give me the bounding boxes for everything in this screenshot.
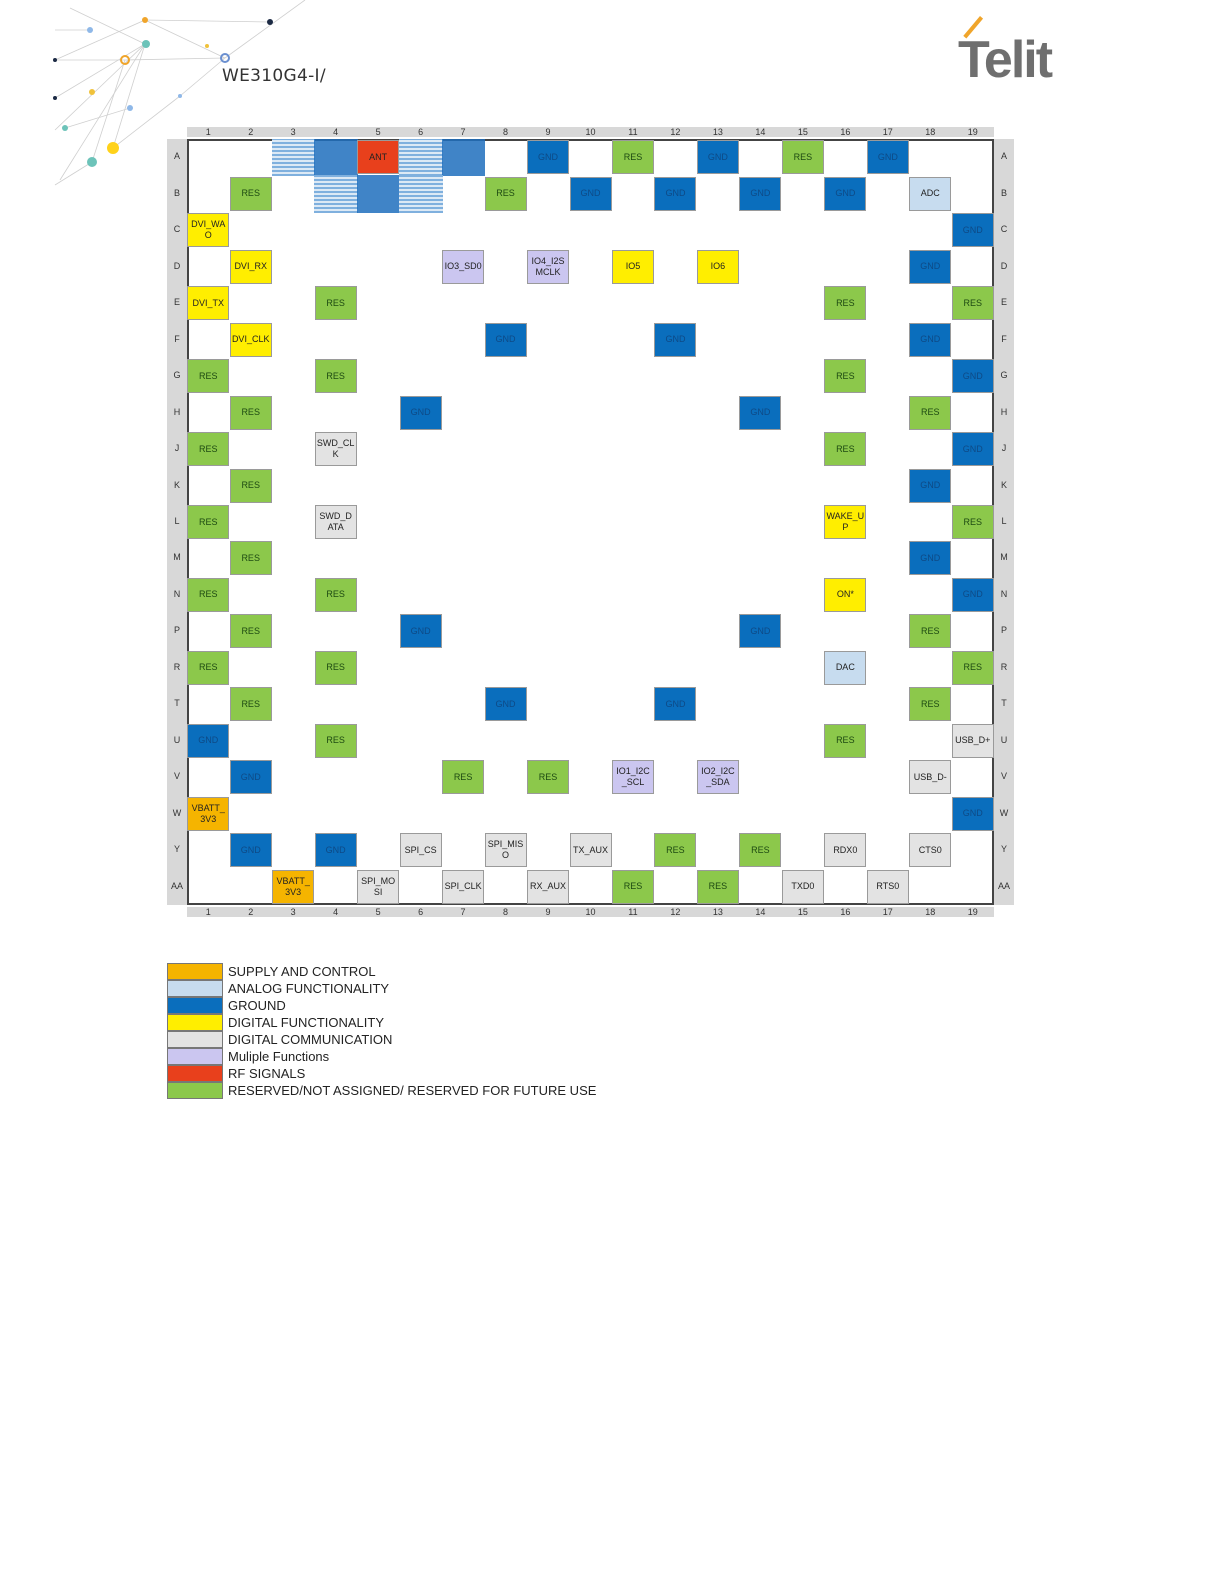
document-title: WE310G4-I/ — [222, 66, 326, 86]
column-number-bottom: 1 — [205, 907, 211, 917]
antenna-keepout-cell — [272, 139, 315, 176]
pin-g4: RES — [315, 359, 357, 393]
row-letter-right: D — [1000, 260, 1008, 271]
pin-aa13: RES — [697, 870, 739, 904]
pin-a11: RES — [612, 140, 654, 174]
column-number-bottom: 11 — [628, 907, 638, 917]
row-letter-right: J — [1001, 443, 1007, 454]
legend-label: GROUND — [228, 998, 286, 1013]
column-number-top: 13 — [712, 127, 723, 137]
row-letter-left: M — [173, 552, 181, 563]
column-number-top: 7 — [460, 127, 466, 137]
pin-n19: GND — [952, 578, 994, 612]
row-letter-left: G — [173, 370, 181, 381]
pin-b8: RES — [485, 177, 527, 211]
telit-logo — [950, 16, 1080, 89]
pin-y16: RDX0 — [824, 833, 866, 867]
legend-item — [167, 1014, 667, 1031]
row-letter-left: H — [173, 406, 181, 417]
antenna-keepout-cell — [399, 139, 442, 176]
pin-e4: RES — [315, 286, 357, 320]
legend-swatch — [167, 1082, 223, 1099]
column-number-top: 4 — [333, 127, 339, 137]
pin-l4: SWD_DATA — [315, 505, 357, 539]
row-letter-right: H — [1000, 406, 1008, 417]
pin-p18: RES — [909, 614, 951, 648]
pin-aa7: SPI_CLK — [442, 870, 484, 904]
legend-swatch — [167, 997, 223, 1014]
pin-aa15: TXD0 — [782, 870, 824, 904]
legend-swatch — [167, 980, 223, 997]
pin-y10: TX_AUX — [570, 833, 612, 867]
pin-t18: RES — [909, 687, 951, 721]
pin-b12: GND — [654, 177, 696, 211]
legend-swatch — [167, 1065, 223, 1082]
column-number-bottom: 13 — [712, 907, 723, 917]
column-number-top: 17 — [882, 127, 893, 137]
pin-n16: ON* — [824, 578, 866, 612]
pin-b2: RES — [230, 177, 272, 211]
row-letter-right: M — [1000, 552, 1008, 563]
legend-swatch — [167, 1031, 223, 1048]
pin-y4: GND — [315, 833, 357, 867]
column-number-bottom: 15 — [797, 907, 808, 917]
legend-label: Muliple Functions — [228, 1049, 330, 1064]
pin-j1: RES — [187, 432, 229, 466]
pin-d7: IO3_SD0 — [442, 250, 484, 284]
pin-y12: RES — [654, 833, 696, 867]
pin-w19: GND — [952, 797, 994, 831]
pin-n1: RES — [187, 578, 229, 612]
row-letter-right: N — [1000, 588, 1008, 599]
pin-y14: RES — [739, 833, 781, 867]
row-letter-left: D — [173, 260, 181, 271]
pin-l1: RES — [187, 505, 229, 539]
row-letter-right: AA — [997, 880, 1010, 891]
row-letter-left: P — [173, 625, 180, 636]
column-number-top: 5 — [375, 127, 381, 137]
pin-c1: DVI_WAO — [187, 213, 229, 247]
pin-b18: ADC — [909, 177, 951, 211]
column-number-bottom: 7 — [460, 907, 466, 917]
legend-label: RESERVED/NOT ASSIGNED/ RESERVED FOR FUTURE USE — [228, 1083, 597, 1098]
pin-v9: RES — [527, 760, 569, 794]
pin-d13: IO6 — [697, 250, 739, 284]
column-number-bottom: 12 — [670, 907, 681, 917]
pin-h14: GND — [739, 396, 781, 430]
pin-y6: SPI_CS — [400, 833, 442, 867]
row-letter-left: L — [174, 516, 180, 526]
column-number-top: 15 — [797, 127, 808, 137]
pin-b16: GND — [824, 177, 866, 211]
pin-t8: GND — [485, 687, 527, 721]
column-number-top: 19 — [967, 127, 978, 137]
pin-n4: RES — [315, 578, 357, 612]
row-letter-right: U — [1000, 734, 1008, 745]
legend-label: SUPPLY AND CONTROL — [228, 964, 376, 979]
legend-item — [167, 980, 667, 997]
legend-label: RF SIGNALS — [228, 1066, 306, 1081]
legend-item — [167, 1065, 667, 1082]
pin-r1: RES — [187, 651, 229, 685]
legend-label: DIGITAL FUNCTIONALITY — [228, 1015, 385, 1030]
pin-c19: GND — [952, 213, 994, 247]
pin-d9: IO4_I2SMCLK — [527, 250, 569, 284]
pin-g16: RES — [824, 359, 866, 393]
pin-r19: RES — [952, 651, 994, 685]
pin-a13: GND — [697, 140, 739, 174]
pin-f2: DVI_CLK — [230, 323, 272, 357]
row-letter-right: L — [1001, 516, 1007, 526]
legend-label: ANALOG FUNCTIONALITY — [228, 981, 390, 996]
pin-t2: RES — [230, 687, 272, 721]
column-number-bottom: 9 — [545, 907, 551, 917]
legend-item — [167, 963, 667, 980]
row-letter-left: B — [173, 187, 180, 198]
pin-r16: DAC — [824, 651, 866, 685]
antenna-keepout-cell — [442, 139, 485, 176]
row-letter-left: N — [173, 588, 181, 599]
pin-u16: RES — [824, 724, 866, 758]
pin-j4: SWD_CLK — [315, 432, 357, 466]
pin-e19: RES — [952, 286, 994, 320]
antenna-keepout-cell — [399, 175, 442, 212]
legend-swatch — [167, 1014, 223, 1031]
pin-m18: GND — [909, 541, 951, 575]
legend-item — [167, 997, 667, 1014]
pin-l19: RES — [952, 505, 994, 539]
pin-a17: GND — [867, 140, 909, 174]
row-letter-right: G — [1000, 370, 1008, 381]
row-letter-left: J — [174, 443, 180, 454]
antenna-keepout-cell — [314, 139, 357, 176]
pin-v2: GND — [230, 760, 272, 794]
column-number-top: 8 — [503, 127, 509, 137]
pin-e1: DVI_TX — [187, 286, 229, 320]
logo-text: Telit — [958, 31, 1052, 89]
column-number-top: 2 — [248, 127, 254, 137]
pin-a5: ANT — [357, 140, 399, 174]
column-number-bottom: 4 — [333, 907, 339, 917]
column-number-top: 12 — [670, 127, 681, 137]
pin-f8: GND — [485, 323, 527, 357]
legend-label: DIGITAL COMMUNICATION — [228, 1032, 393, 1047]
column-number-top: 1 — [205, 127, 211, 137]
pin-d18: GND — [909, 250, 951, 284]
row-letter-left: A — [173, 151, 180, 162]
pin-k2: RES — [230, 469, 272, 503]
column-number-top: 16 — [840, 127, 851, 137]
column-number-bottom: 16 — [840, 907, 851, 917]
pin-aa9: RX_AUX — [527, 870, 569, 904]
antenna-keepout-cell — [357, 175, 400, 212]
pin-h18: RES — [909, 396, 951, 430]
row-letter-left: K — [173, 479, 180, 490]
row-letter-left: T — [174, 698, 180, 709]
pin-a15: RES — [782, 140, 824, 174]
pin-y18: CTS0 — [909, 833, 951, 867]
column-number-bottom: 10 — [585, 907, 596, 917]
pin-v7: RES — [442, 760, 484, 794]
row-letter-left: E — [173, 297, 180, 308]
pin-aa5: SPI_MOSI — [357, 870, 399, 904]
pin-l16: WAKE_UP — [824, 505, 866, 539]
pin-p14: GND — [739, 614, 781, 648]
pin-d2: DVI_RX — [230, 250, 272, 284]
pinout-grid — [187, 139, 994, 905]
pin-j16: RES — [824, 432, 866, 466]
row-letter-left: Y — [173, 844, 180, 855]
column-number-bottom: 8 — [503, 907, 509, 917]
pin-a9: GND — [527, 140, 569, 174]
pin-u19: USB_D+ — [952, 724, 994, 758]
pin-k18: GND — [909, 469, 951, 503]
pin-u1: GND — [187, 724, 229, 758]
pin-m2: RES — [230, 541, 272, 575]
pin-g19: GND — [952, 359, 994, 393]
row-letter-right: R — [1000, 661, 1008, 672]
row-letter-right: C — [1000, 224, 1008, 235]
column-number-bottom: 5 — [375, 907, 381, 917]
column-number-bottom: 3 — [290, 907, 296, 917]
pin-b10: GND — [570, 177, 612, 211]
pin-r4: RES — [315, 651, 357, 685]
row-letter-right: T — [1001, 698, 1007, 709]
row-letter-left: F — [174, 333, 180, 344]
antenna-keepout-cell — [314, 175, 357, 212]
pin-v11: IO1_I2C_SCL — [612, 760, 654, 794]
row-letter-left: U — [173, 734, 181, 745]
row-letter-right: Y — [1000, 844, 1007, 855]
column-number-bottom: 17 — [882, 907, 893, 917]
legend-item — [167, 1031, 667, 1048]
column-number-top: 10 — [585, 127, 596, 137]
column-number-top: 18 — [925, 127, 936, 137]
pin-v18: USB_D- — [909, 760, 951, 794]
pin-h6: GND — [400, 396, 442, 430]
row-letter-right: F — [1001, 333, 1007, 344]
pin-f12: GND — [654, 323, 696, 357]
row-letter-right: V — [1000, 771, 1007, 782]
pin-g1: RES — [187, 359, 229, 393]
pin-aa17: RTS0 — [867, 870, 909, 904]
row-letter-left: AA — [170, 880, 183, 891]
row-letter-left: V — [173, 771, 180, 782]
pin-y8: SPI_MISO — [485, 833, 527, 867]
legend-swatch — [167, 1048, 223, 1065]
pin-p6: GND — [400, 614, 442, 648]
pin-j19: GND — [952, 432, 994, 466]
pin-aa11: RES — [612, 870, 654, 904]
pin-f18: GND — [909, 323, 951, 357]
row-letter-left: W — [172, 807, 182, 818]
pin-e16: RES — [824, 286, 866, 320]
column-number-bottom: 14 — [755, 907, 766, 917]
pin-h2: RES — [230, 396, 272, 430]
column-number-top: 11 — [628, 127, 638, 137]
column-number-top: 3 — [290, 127, 296, 137]
column-number-top: 9 — [545, 127, 551, 137]
column-number-top: 14 — [755, 127, 766, 137]
legend-item — [167, 1048, 667, 1065]
column-number-bottom: 19 — [967, 907, 978, 917]
pin-p2: RES — [230, 614, 272, 648]
pin-d11: IO5 — [612, 250, 654, 284]
column-number-top: 6 — [418, 127, 424, 137]
row-letter-right: B — [1000, 187, 1007, 198]
row-letter-left: R — [173, 661, 181, 672]
row-letter-right: P — [1000, 625, 1007, 636]
pin-aa3: VBATT_3V3 — [272, 870, 314, 904]
pin-y2: GND — [230, 833, 272, 867]
legend-item — [167, 1082, 667, 1099]
row-letter-left: C — [173, 224, 181, 235]
pin-w1: VBATT_3V3 — [187, 797, 229, 831]
legend-swatch — [167, 963, 223, 980]
column-number-bottom: 6 — [418, 907, 424, 917]
pin-b14: GND — [739, 177, 781, 211]
pin-u4: RES — [315, 724, 357, 758]
row-letter-right: A — [1000, 151, 1007, 162]
row-letter-right: W — [999, 807, 1009, 818]
pin-v13: IO2_I2C_SDA — [697, 760, 739, 794]
column-number-bottom: 2 — [248, 907, 254, 917]
row-letter-right: K — [1000, 479, 1007, 490]
column-number-bottom: 18 — [925, 907, 936, 917]
pin-t12: GND — [654, 687, 696, 721]
row-letter-right: E — [1000, 297, 1007, 308]
